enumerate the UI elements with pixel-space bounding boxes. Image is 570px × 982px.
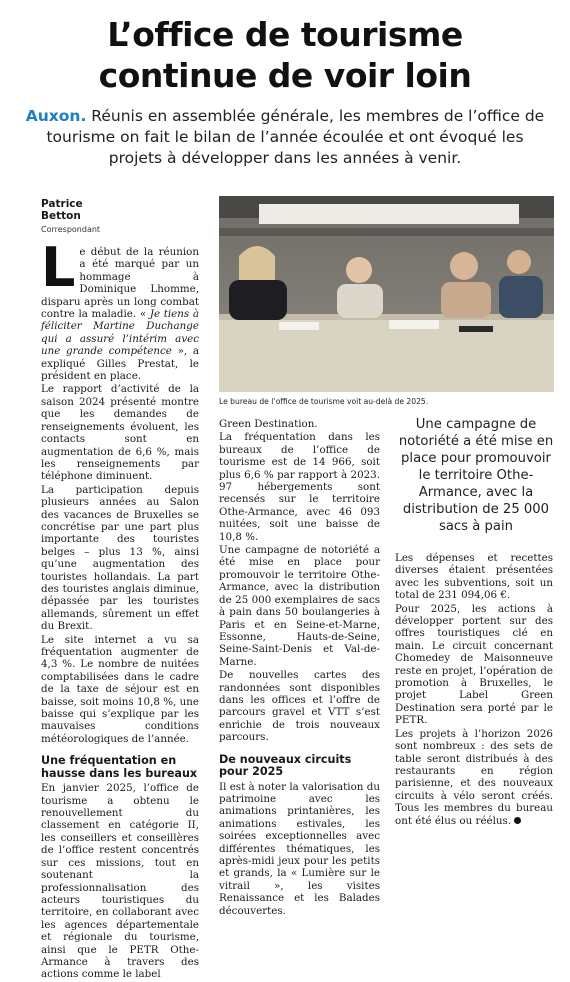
paragraph-text: », a expliqué Gilles Prestat, le président en place. (41, 345, 199, 383)
headline-line-1: L’office de tourisme (107, 15, 463, 54)
standfirst-place: Auxon. (25, 107, 87, 125)
author-last-name: Betton (41, 210, 81, 222)
pull-quote: Une campagne de notoriété a été mise en place pour promouvoir le territoire Othe-Armance, avec la distribution de 25 000 sacs à pain (398, 417, 554, 534)
author-role: Correspondant (41, 225, 101, 234)
paragraph: De nouvelles cartes des randonnées sont disponibles dans les offices et l’offre de parcours gravel et VTT s’est enrichie de trois nouveaux parcours. (219, 669, 380, 744)
meeting-photo-illustration (219, 196, 554, 392)
paragraph: Le rapport d’activité de la saison 2024 présenté montre que les demandes de renseignements évoluent, les contacts sont en augmentation de 6,6 %, mais les renseignements par téléphone diminuent. (41, 383, 199, 483)
article-column-1 (41, 236, 200, 982)
paragraph: Les dépenses et recettes diverses étaient présentées avec les subventions, soit un total de 231 094,06 €. (395, 552, 553, 602)
subheading: Une fréquentation en hausse dans les bureaux (41, 754, 198, 780)
paragraph-text: Les projets à l’horizon 2026 sont nombreux : des sets de table seront distribués à des restaurants en région parisienne, et des nouveaux circuits à vélo seront créés. Tous les membres du bureau ont été élus ou réélus. (395, 727, 553, 827)
paragraph: Le site internet a vu sa fréquentation augmenter de 4,3 %. Le nombre de nuitées comptabilisées dans le cadre de la taxe de séjour est en baisse, soit moins 10,8 %, une baisse qui s’explique par les mauvaises conditions météorologiques de l’année. (41, 633, 199, 745)
drop-cap: L (41, 236, 76, 299)
paragraph: Une campagne de notoriété a été mise en place pour promouvoir le territoire Othe-Armance, avec la distribution de 25 000 exemplaires de sacs à pain dans 50 boulangeries à Paris et en Seine-et-Marne, Essonne, Hauts-de-Seine, Seine-Saint-Denis et Val-de-Marne. (219, 544, 380, 668)
author-first-name: Patrice (41, 198, 83, 210)
standfirst (20, 106, 550, 169)
paragraph (41, 236, 200, 383)
paragraph (395, 728, 553, 827)
meeting-photo (219, 196, 554, 392)
photo-caption: Le bureau de l’office de tourisme voit au-delà de 2025. (219, 397, 429, 406)
paragraph: La fréquentation dans les bureaux de l’office de tourisme est de 14 966, soit plus 6,6 % par rapport à 2023. 97 hébergements sont recensés sur le territoire Othe-Armance, avec 46 093 nuitées, soit une baisse de 10,8 %. (219, 431, 380, 543)
headline-line-2: continue de voir loin (98, 56, 472, 95)
quote-text: Je tiens à féliciter Martine Duchange qui a assuré l’intérim avec une grande compétence (41, 308, 200, 358)
paragraph: Pour 2025, les actions à développer portent sur des offres touristiques clé en main. Le circuit concernant Chomedey de Maisonneuve reste en projet, l’opération de promotion à Bruxelles, le projet Label Green Destination sera porté par le PETR. (395, 602, 553, 727)
author-name (41, 198, 83, 222)
paragraph: Il est à noter la valorisation du patrimoine avec les animations printanières, les animations estivales, les soirées exceptionnelles avec différentes thématiques, les après-midi jeux pour les petits et grands, la « Lumière sur le vitrail », les visites Renaissance et les Balades découvertes. (219, 780, 380, 917)
subheading: De nouveaux circuits pour 2025 (219, 752, 352, 779)
paragraph-text: e début de la réunion a été marqué par un hommage à Dominique Lhomme, disparu après un long combat contre la maladie. « (41, 246, 199, 321)
paragraph: Green Destination. (219, 418, 318, 430)
article-column-2 (219, 418, 380, 918)
article-column-3 (395, 552, 553, 828)
paragraph: La participation depuis plusieurs années au Salon des vacances de Bruxelles se concrétise par une part plus importante des touristes belges – plus 13 %, ainsi qu’une augmentation des touristes hollandais. La part des touristes anglais diminue, dépassée par les touristes allemands, sûrement un effet du Brexit. (41, 483, 199, 633)
standfirst-text: Réunis en assemblée générale, les membres de l’office de tourisme on fait le bilan de l’année écoulée et ont évoqué les projets à développer dans les années à venir. (46, 107, 545, 167)
headline (0, 14, 570, 96)
paragraph: En janvier 2025, l’office de tourisme a obtenu le renouvellement du classement en catégorie II, les conseillers et conseillères de l’office restent concentrés sur ces missions, tout en soutenant la professionnalisation des acteurs touristiques du territoire, en collaborant avec les agences départementale et régionale du tourisme, ainsi que le PETR Othe-Armance à travers des actions comme le label (41, 782, 199, 981)
end-mark-icon (514, 817, 521, 824)
